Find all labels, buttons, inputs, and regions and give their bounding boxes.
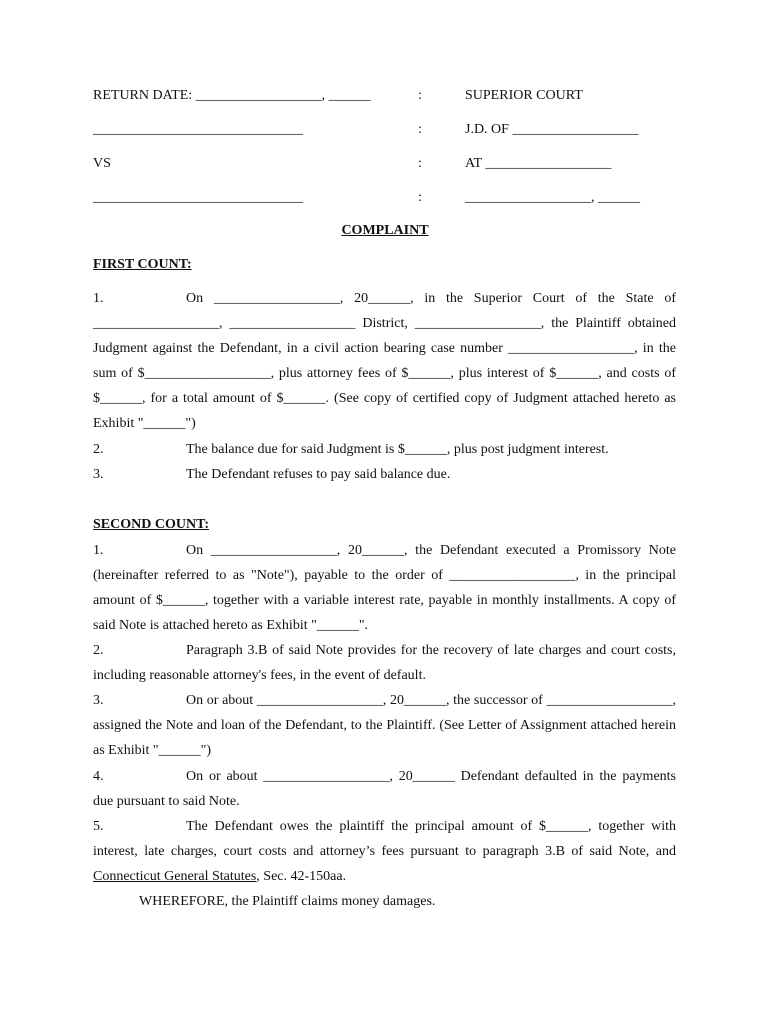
paragraph-text: On __________________, 20______, in the Superior Court of the State of __________________, __________________ District, __________________, the Plaintiff obtained Judgment against the Defendant, in a civil action bearing case number __________________, in the sum of $__________________, plus attorney fees of $______, plus interest of $______, and costs of $______, for a total amount of $______. (See copy of certified copy of Judgment attached hereto as Exhibit "______") (93, 291, 676, 431)
first-count-paragraph-3 (93, 462, 676, 487)
paragraph-number: 3. (93, 467, 104, 482)
defendant-blank: ______________________________ (93, 190, 303, 205)
caption-row-defendant (0, 190, 770, 210)
versus-label: VS (93, 156, 111, 171)
first-count-paragraph-1 (93, 286, 676, 436)
second-count-paragraph-1 (93, 538, 676, 638)
caption-colon: : (418, 190, 422, 205)
paragraph-text: On or about __________________, 20______, the successor of __________________, assigned the Note and loan of the Defendant, to the Plaintiff. (See Letter of Assignment attached herein as Exhibit "______") (93, 693, 676, 758)
paragraph-number: 2. (93, 442, 104, 457)
paragraph-number: 3. (93, 693, 104, 708)
first-count-paragraph-2 (93, 437, 676, 462)
plaintiff-blank: ______________________________ (93, 122, 303, 137)
document-title: COMPLAINT (341, 223, 429, 238)
paragraph-number: 1. (93, 291, 104, 306)
paragraph-text-end: , Sec. 42-150aa. (256, 869, 347, 884)
statute-citation: Connecticut General Statutes (93, 869, 257, 884)
paragraph-text: The Defendant owes the plaintiff the principal amount of $______, together with interest, late charges, court costs and attorney’s fees pursuant to paragraph 3.B of said Note, and (93, 819, 676, 859)
paragraph-number: 4. (93, 769, 104, 784)
court-name: SUPERIOR COURT (465, 88, 583, 103)
second-count-paragraph-5 (93, 814, 676, 889)
second-count-paragraph-3 (93, 688, 676, 763)
paragraph-text: On __________________, 20______, the Defendant executed a Promissory Note (hereinafter referred to as "Note"), payable to the order of __________________, in the principal amount of $______, together with a variable interest rate, payable in monthly installments. A copy of said Note is attached hereto as Exhibit "______". (93, 543, 676, 633)
paragraph-text: Paragraph 3.B of said Note provides for the recovery of late charges and court costs, including reasonable attorney's fees, in the event of default. (93, 643, 676, 683)
second-count-paragraph-4 (93, 764, 676, 814)
paragraph-number: 1. (93, 543, 104, 558)
paragraph-text: The balance due for said Judgment is $______, plus post judgment interest. (186, 442, 609, 457)
caption-colon: : (418, 122, 422, 137)
caption-row-return-date (0, 88, 770, 108)
paragraph-text: On or about __________________, 20______ Defendant defaulted in the payments due pursuant to said Note. (93, 769, 676, 809)
caption-row-plaintiff (0, 122, 770, 142)
second-count-heading: SECOND COUNT: (93, 517, 210, 532)
second-count-paragraph-2 (93, 638, 676, 688)
judicial-district-field: J.D. OF __________________ (465, 122, 639, 137)
date-field: __________________, ______ (465, 190, 640, 205)
caption-colon: : (418, 156, 422, 171)
caption-row-vs (0, 156, 770, 176)
paragraph-number: 2. (93, 643, 104, 658)
caption-colon: : (418, 88, 422, 103)
wherefore-clause (93, 889, 676, 914)
return-date-field: RETURN DATE: __________________, ______ (93, 88, 371, 103)
court-location-field: AT __________________ (465, 156, 612, 171)
first-count-heading: FIRST COUNT: (93, 257, 192, 272)
paragraph-number: 5. (93, 819, 104, 834)
paragraph-text: The Defendant refuses to pay said balance due. (186, 467, 451, 482)
wherefore-text: WHEREFORE, the Plaintiff claims money damages. (139, 894, 436, 909)
